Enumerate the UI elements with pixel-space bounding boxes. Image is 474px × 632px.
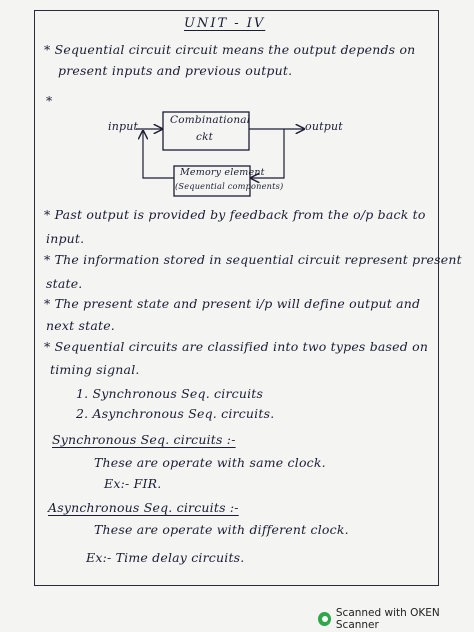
note-line: * Sequential circuits are classified into two types based on — [44, 339, 429, 354]
oken-scanner-logo-icon — [318, 612, 331, 626]
note-line: * The information stored in sequential circuit represent present — [44, 252, 462, 267]
diagram-input-label: input — [108, 120, 139, 133]
bullet-star: * — [46, 93, 53, 108]
combinational-label: Combinational — [170, 114, 251, 126]
type-item-1: 1. Synchronous Seq. circuits — [76, 386, 264, 401]
async-example: Ex:- Time delay circuits. — [86, 550, 245, 565]
note-line: input. — [46, 231, 85, 246]
sync-description: These are operate with same clock. — [94, 455, 326, 470]
note-line: timing signal. — [50, 362, 140, 377]
note-line: * Sequential circuit circuit means the output depends on — [44, 42, 416, 57]
note-line: state. — [46, 276, 83, 291]
scanner-watermark-text: Scanned with OKEN Scanner — [335, 607, 440, 631]
sync-example: Ex:- FIR. — [104, 476, 162, 491]
async-description: These are operate with different clock. — [94, 522, 349, 537]
note-line: present inputs and previous output. — [58, 63, 293, 78]
async-heading: Asynchronous Seq. circuits :- — [48, 500, 239, 515]
type-item-2: 2. Asynchronous Seq. circuits. — [76, 406, 275, 421]
feedback-path-to-input — [143, 131, 174, 178]
diagram-output-label: output — [305, 120, 343, 133]
memory-label: Memory element — [180, 167, 265, 178]
page-title: UNIT - IV — [184, 16, 266, 31]
memory-sublabel: (Sequential components) — [175, 181, 284, 191]
sync-heading: Synchronous Seq. circuits :- — [52, 432, 236, 447]
combinational-sublabel: ckt — [196, 131, 214, 143]
scanner-watermark — [318, 607, 474, 631]
note-line: * Past output is provided by feedback from the o/p back to — [44, 207, 426, 222]
note-line: next state. — [46, 318, 115, 333]
note-line: * The present state and present i/p will define output and — [44, 296, 421, 311]
